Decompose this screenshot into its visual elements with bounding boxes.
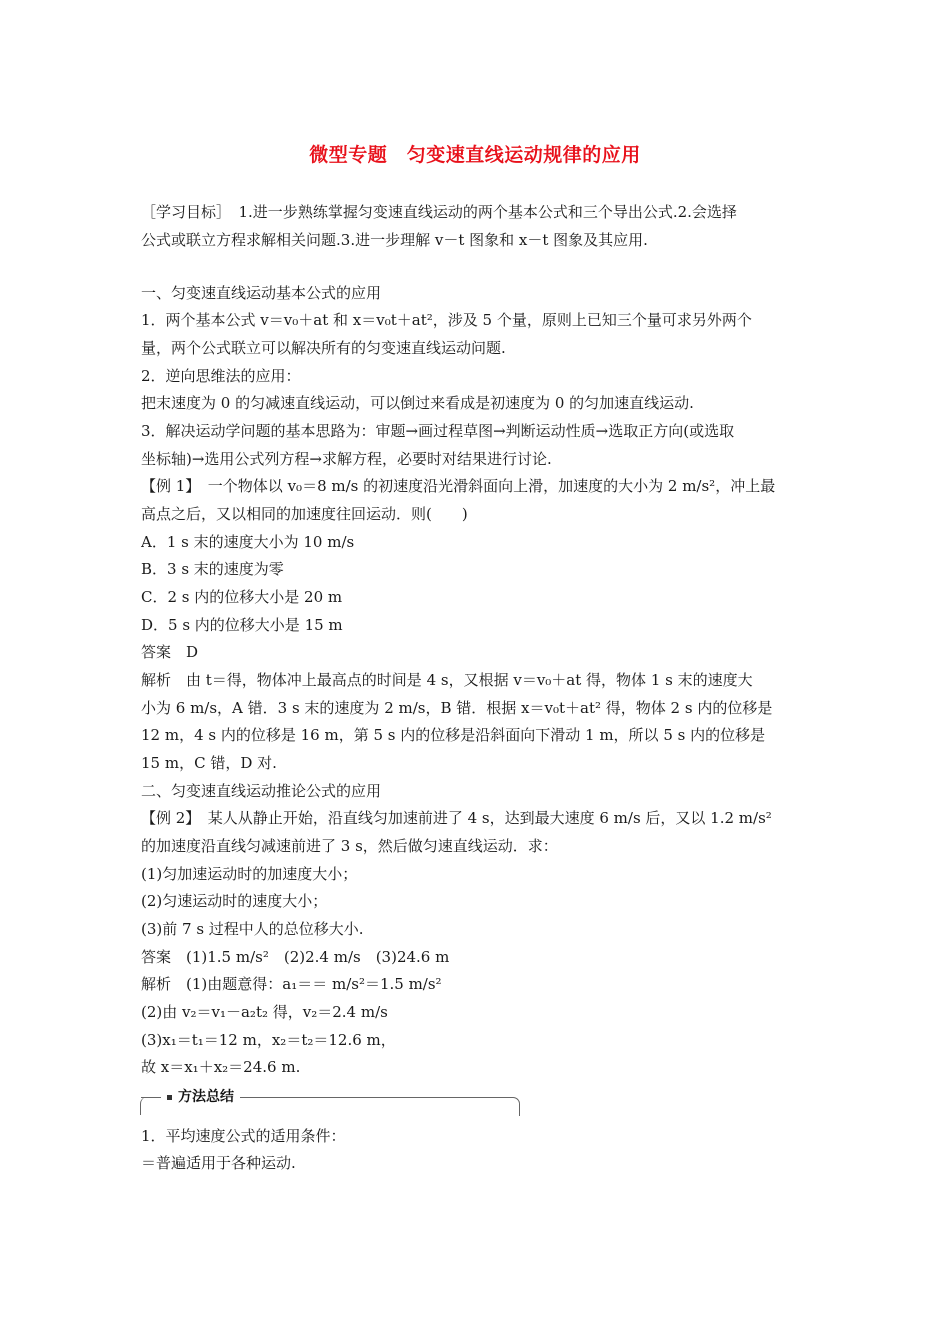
paragraph-line: 把末速度为 0 的匀减速直线运动，可以倒过来看成是初速度为 0 的匀加速直线运动. <box>141 394 694 412</box>
analysis-1: 12 m，4 s 内的位移是 16 m，第 5 s 内的位移是沿斜面向下滑动 1 m，所以 5 s 内的位移是 <box>141 726 766 744</box>
answer-1: 答案 D <box>141 643 199 661</box>
section-heading-1: 一、匀变速直线运动基本公式的应用 <box>141 284 382 302</box>
paragraph-line: 2．逆向思维法的应用： <box>141 367 301 385</box>
section-heading-2: 二、匀变速直线运动推论公式的应用 <box>141 782 382 800</box>
analysis-1: 小为 6 m/s，A 错．3 s 末的速度为 2 m/s，B 错．根据 x＝v₀t＋at² 得，物体 2 s 内的位移是 <box>141 699 773 717</box>
sub-question-2: (2)匀速运动时的速度大小； <box>141 892 328 910</box>
learning-goal-line-2: 公式或联立方程求解相关问题.3.进一步理解 v－t 图象和 x－t 图象及其应用. <box>141 231 648 249</box>
answer-2: 答案 (1)1.5 m/s² (2)2.4 m/s (3)24.6 m <box>141 948 450 966</box>
analysis-1: 解析 由 t＝得，物体冲上最高点的时间是 4 s，又根据 v＝v₀＋at 得，物体 1 s 末的速度大 <box>141 671 753 689</box>
sub-question-1: (1)匀加速运动时的加速度大小； <box>141 865 358 883</box>
paragraph-line: 3．解决运动学问题的基本思路为：审题→画过程草图→判断运动性质→选取正方向(或选取 <box>141 422 735 440</box>
summary-line: 1．平均速度公式的适用条件： <box>141 1127 346 1145</box>
paragraph-line: 坐标轴)→选用公式列方程→求解方程，必要时对结果进行讨论. <box>141 450 552 468</box>
analysis-2: (2)由 v₂＝v₁－a₂t₂ 得，v₂＝2.4 m/s <box>141 1003 388 1021</box>
paragraph-line: 量，两个公式联立可以解决所有的匀变速直线运动问题. <box>141 339 506 357</box>
example-2-question: 【例 2】 某人从静止开始，沿直线匀加速前进了 4 s，达到最大速度 6 m/s 后，又以 1.2 m/s² <box>141 809 772 827</box>
analysis-1: 15 m，C 错，D 对. <box>141 754 277 772</box>
example-1-question: 【例 1】 一个物体以 v₀＝8 m/s 的初速度沿光滑斜面向上滑，加速度的大小为 2 m/s²，冲上最 <box>141 477 776 495</box>
method-summary-box <box>141 1089 520 1116</box>
analysis-2: (3)x₁＝t₁＝12 m，x₂＝t₂＝12.6 m， <box>141 1031 396 1049</box>
example-1-question: 高点之后，又以相同的加速度往回运动．则( ) <box>141 505 468 523</box>
option-b: B．3 s 末的速度为零 <box>141 560 284 578</box>
method-summary-label: 方法总结 <box>161 1088 240 1106</box>
learning-goal-line-1: ［学习目标］ 1.进一步熟练掌握匀变速直线运动的两个基本公式和三个导出公式.2.会选择 <box>141 203 737 221</box>
example-2-question: 的加速度沿直线匀减速前进了 3 s，然后做匀速直线运动．求： <box>141 837 558 855</box>
sub-question-3: (3)前 7 s 过程中人的总位移大小. <box>141 920 364 938</box>
page-title: 微型专题 匀变速直线运动规律的应用 <box>309 144 641 166</box>
analysis-2: 故 x＝x₁＋x₂＝24.6 m. <box>141 1058 301 1076</box>
paragraph-line: 1．两个基本公式 v＝v₀＋at 和 x＝v₀t＋at²，涉及 5 个量，原则上已知三个量可求另外两个 <box>141 311 752 329</box>
option-d: D．5 s 内的位移大小是 15 m <box>141 616 343 634</box>
option-c: C．2 s 内的位移大小是 20 m <box>141 588 343 606</box>
option-a: A．1 s 末的速度大小为 10 m/s <box>141 533 355 551</box>
analysis-2: 解析 (1)由题意得：a₁＝＝ m/s²＝1.5 m/s² <box>141 975 442 993</box>
summary-line: ＝普遍适用于各种运动. <box>141 1154 296 1172</box>
